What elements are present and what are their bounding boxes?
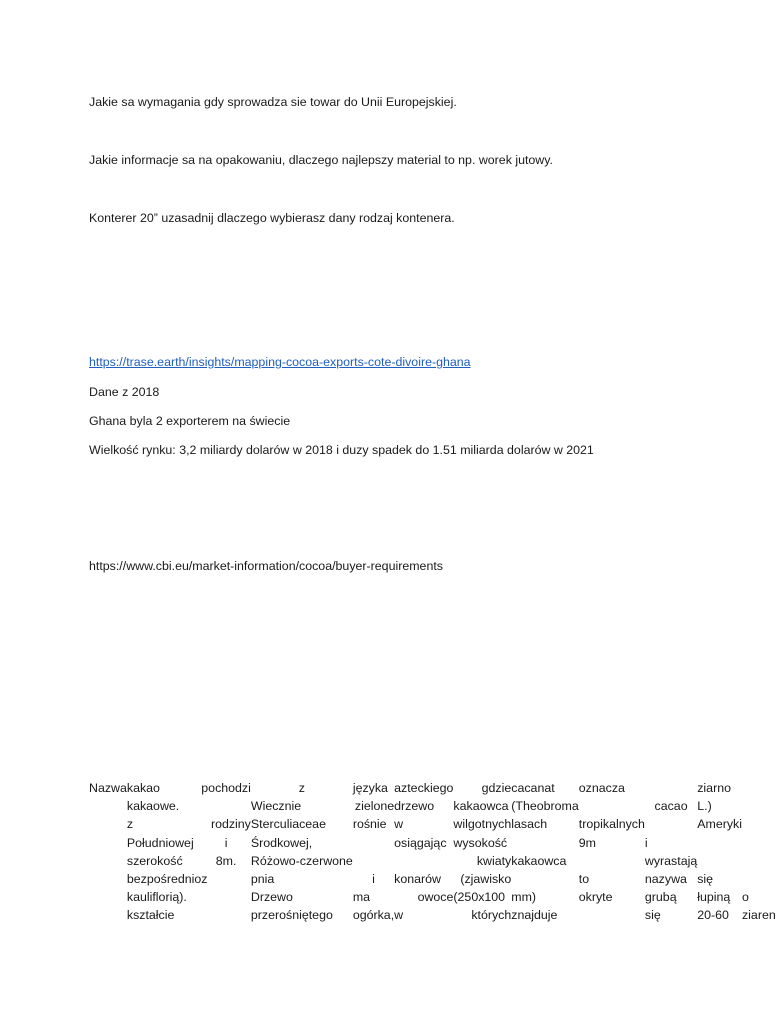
table-cell: Drzewo — [250, 890, 293, 905]
table-cell: kakaowe. — [126, 799, 180, 814]
table-cell: nazywa — [644, 872, 687, 887]
table-cell: 9m — [578, 835, 596, 850]
table-cell: ziaren — [741, 908, 776, 923]
question-container: Konterer 20” uzasadnij dlaczego wybierasz dany rodzaj kontenera. — [89, 211, 455, 225]
table-cell: z — [201, 872, 208, 887]
table-cell: pochodzi — [201, 781, 251, 795]
table-cell: grubą — [644, 890, 677, 905]
table-cell: rośnie — [352, 817, 387, 832]
table-cell: się — [697, 872, 714, 887]
table-cell: kakaowca — [453, 799, 509, 814]
cbi-url-text: https://www.cbi.eu/market-information/cocoa/buyer-requirements — [89, 559, 443, 573]
table-cell: okryte — [578, 890, 613, 905]
table-cell: 8m. — [215, 853, 237, 868]
table-cell — [201, 906, 251, 924]
table-cell: z — [126, 817, 134, 832]
table-cell: azteckiego — [394, 781, 454, 795]
table-cell: Środkowej, — [250, 835, 313, 850]
table-cell: kauliflorią). — [126, 890, 187, 905]
table-cell: języka — [352, 781, 388, 795]
table-cell: Południowej — [126, 835, 194, 850]
table-cell: ogórka, — [352, 908, 395, 923]
table-cell: Ameryki — [697, 817, 742, 832]
table-cell: tropikalnych — [578, 817, 645, 832]
table-cell: kakaowca — [511, 853, 567, 868]
table-cell: (Theobroma — [511, 799, 579, 814]
table-cell — [353, 834, 394, 852]
table-cell — [579, 852, 645, 870]
table-cell: kwiaty — [476, 853, 512, 868]
table-cell — [353, 852, 394, 870]
table-cell: łupiną — [697, 890, 731, 905]
table-label-nazwa: Nazwa — [89, 781, 127, 795]
question-packaging: Jakie informacje sa na opakowaniu, dlaczego najlepszy material to np. worek jutowy. — [89, 153, 553, 167]
trase-link[interactable]: https://trase.earth/insights/mapping-cocoa-exports-cote-divoire-ghana — [89, 355, 471, 369]
table-cell — [645, 815, 697, 833]
table-cell — [394, 852, 453, 870]
table-cell: osiągając — [394, 835, 447, 850]
table-cell: ma — [352, 890, 371, 905]
table-cell: cacao — [654, 799, 688, 814]
table-row — [89, 797, 776, 815]
table-cell: to — [578, 872, 590, 887]
table-cell — [645, 779, 697, 797]
table-cell: i — [224, 835, 228, 850]
table-cell: owoce — [417, 890, 454, 905]
table-cell: w — [394, 908, 404, 923]
data-year-note: Dane z 2018 — [89, 385, 160, 399]
table-row — [89, 870, 776, 888]
table-cell: kształcie — [126, 908, 175, 923]
ghana-exporter-note: Ghana byla 2 exporterem na świecie — [89, 414, 291, 428]
table-cell: kakao — [126, 781, 160, 795]
table-cell: wilgotnych — [453, 817, 512, 832]
table-cell — [511, 870, 579, 888]
table-cell — [579, 797, 645, 815]
table-cell: o — [741, 890, 749, 905]
table-cell: się — [644, 908, 661, 923]
table-cell: (250x100 — [453, 890, 506, 905]
table-cell: zielone — [354, 799, 395, 814]
table-cell: ziarno — [697, 781, 731, 795]
table-cell: z — [298, 781, 305, 795]
table-row — [89, 815, 776, 833]
table-cell — [697, 834, 742, 852]
table-cell — [201, 797, 251, 815]
table-cell: oznacza — [578, 781, 625, 795]
table-cell: 20-60 — [697, 908, 729, 923]
table-cell: mm) — [511, 890, 537, 905]
table-cell: rodziny — [210, 817, 251, 832]
table-cell: cacanat — [511, 781, 555, 795]
table-cell: gdzie — [481, 781, 512, 795]
table-cell: których — [471, 908, 512, 923]
table-cell: i — [372, 872, 375, 887]
table-cell — [579, 906, 645, 924]
table-cell: wysokość — [453, 835, 508, 850]
table-cell: konarów — [394, 872, 441, 887]
table-cell: znajduje — [511, 908, 558, 923]
table-cell: (zjawisko — [460, 872, 512, 887]
table-cell — [201, 888, 251, 906]
table-cell: wyrastają — [644, 853, 698, 868]
table-row — [89, 852, 776, 870]
table-row — [89, 834, 776, 852]
table-cell: Sterculiaceae — [250, 817, 326, 832]
table-cell: i — [644, 835, 648, 850]
table-row — [89, 779, 776, 797]
table-cell: Różowo-czerwone — [250, 853, 353, 868]
table-cell: pnia — [250, 872, 275, 887]
table-cell: szerokość — [126, 853, 183, 868]
table-cell: drzewo — [394, 799, 435, 814]
market-size-note: Wielkość rynku: 3,2 miliardy dolarów w 2018 i duzy spadek do 1.51 miliarda dolarów w 2021 — [89, 443, 594, 457]
table-cell: L.) — [697, 799, 712, 814]
table-cell: bezpośrednio — [126, 872, 202, 887]
table-cell — [511, 834, 579, 852]
table-row — [89, 888, 776, 906]
question-eu-requirements: Jakie sa wymagania gdy sprowadza sie towar do Unii Europejskiej. — [89, 95, 457, 109]
table-cell: lasach — [511, 817, 548, 832]
table-row — [89, 906, 776, 924]
table-cell: przerośniętego — [250, 908, 333, 923]
table-cell: Wiecznie — [250, 799, 302, 814]
cocoa-description-table — [89, 779, 776, 925]
table-cell: w — [394, 817, 404, 832]
table-cell — [697, 852, 742, 870]
